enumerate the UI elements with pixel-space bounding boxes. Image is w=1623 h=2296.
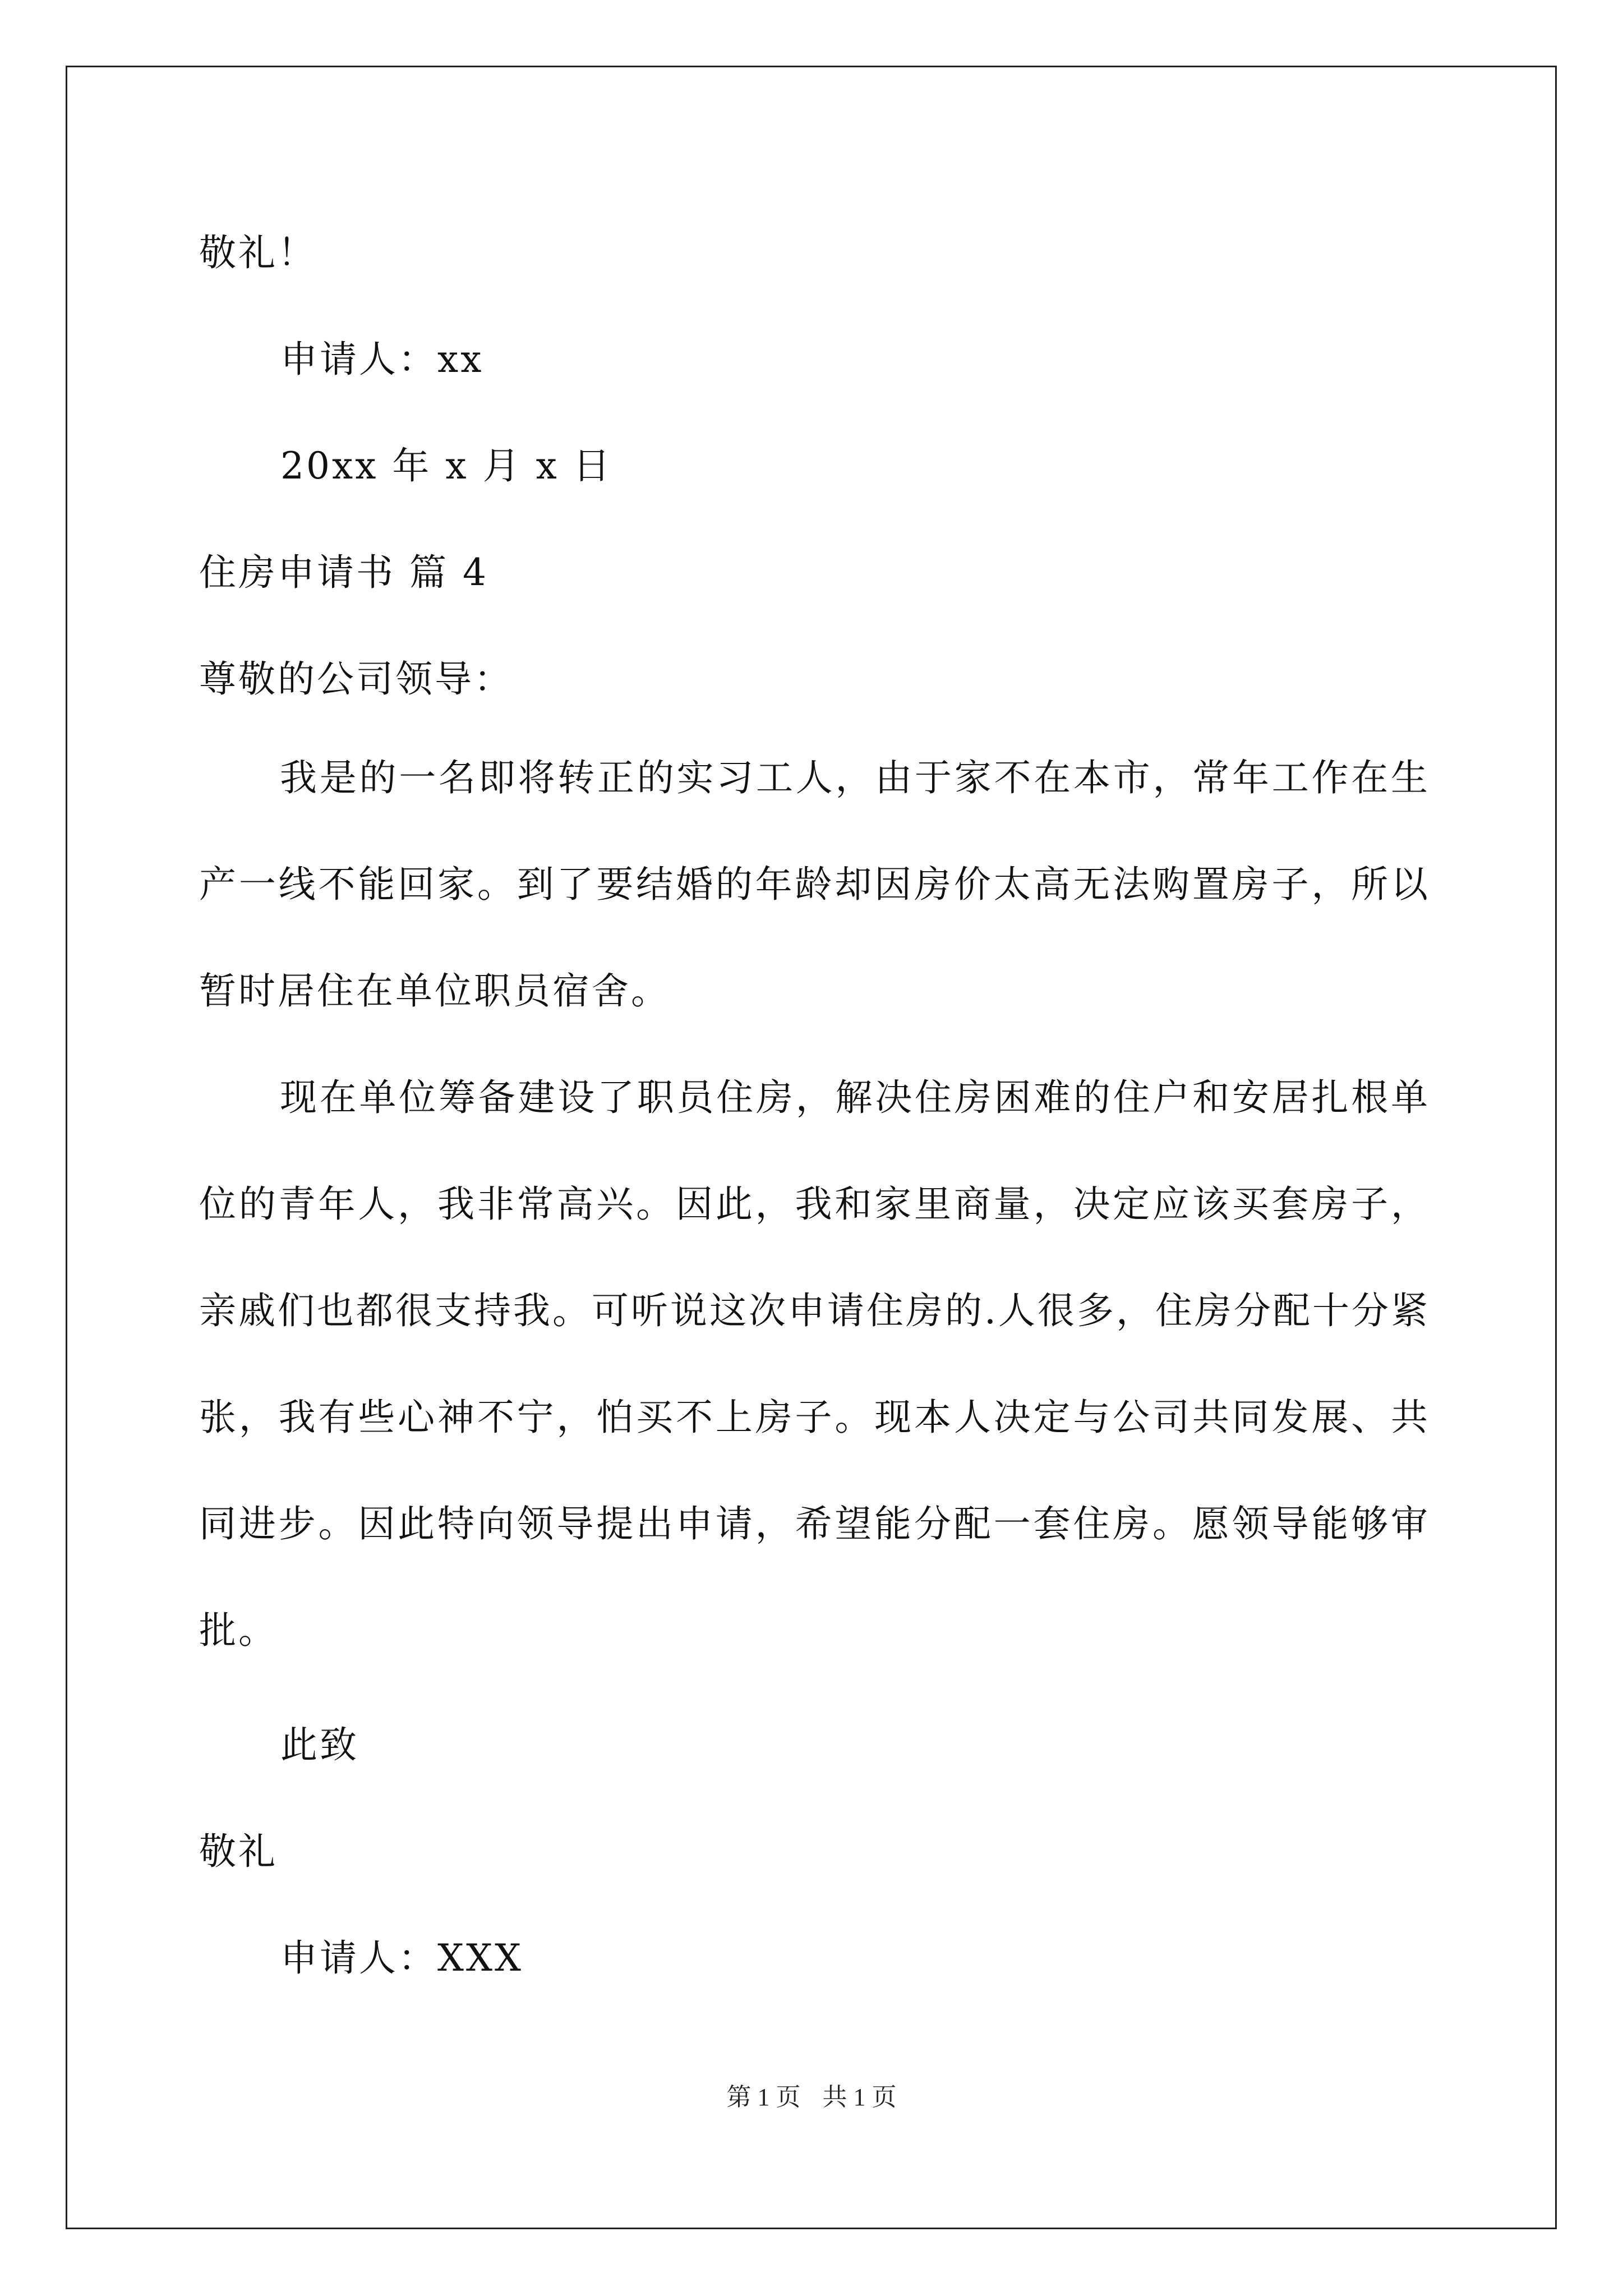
- closing-line: 敬礼: [199, 1830, 278, 1873]
- page-footer: [0, 2077, 1623, 2113]
- body-paragraph: 我是的一名即将转正的实习工人，由于家不在本市，常年工作在生产一线不能回家。到了要结婚的年龄却因房价太高无法购置房子，所以暂时居住在单位职员宿舍。: [199, 756, 1430, 1013]
- salutation: 尊敬的公司领导：: [199, 657, 513, 701]
- page-number-current: 第 1 页: [726, 2083, 801, 2111]
- closing-line: 敬礼！: [199, 231, 317, 274]
- section-heading: 住房申请书 篇 4: [199, 551, 488, 594]
- body-paragraph: 现在单位筹备建设了职员住房，解决住房困难的住户和安居扎根单位的青年人，我非常高兴。因此，我和家里商量，决定应该买套房子，亲戚们也都很支持我。可听说这次申请住房的.人很多，住房分配十分紧张，我有些心神不宁，怕买不上房子。现本人决定与公司共同发展、共同进步。因此特向领导提出申请，希望能分配一套住房。愿领导能够审批。: [199, 1076, 1430, 1652]
- applicant-line: 申请人：xx: [280, 338, 484, 381]
- applicant-line: 申请人：XXX: [280, 1936, 523, 1980]
- page-number-total: 共 1 页: [822, 2083, 897, 2111]
- cizhi-line: 此致: [280, 1723, 359, 1766]
- date-line: 20xx 年 x 月 x 日: [280, 444, 612, 487]
